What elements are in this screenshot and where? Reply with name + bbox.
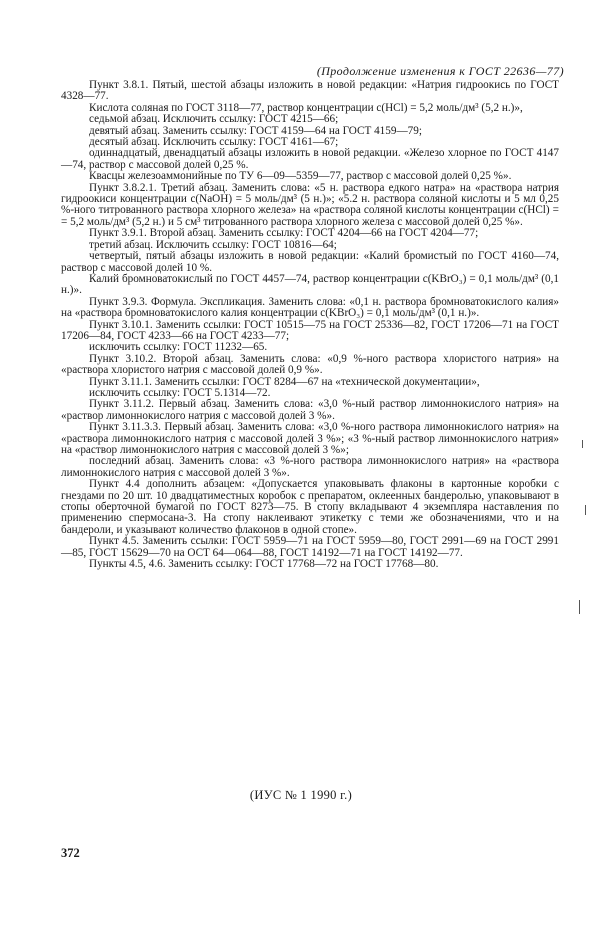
paragraph: Пункт 3.8.1. Пятый, шестой абзацы изложить в новой редакции: «Натрия гидроокись по ГОСТ 4328—77. — [61, 79, 559, 103]
paragraph: Квасцы железоаммонийные по ТУ 6—09—5359—77, раствор с массовой долей 0,25 %». — [89, 170, 512, 183]
paragraph: одиннадцатый, двенадцатый абзацы изложить в новой редакции. «Железо хлорное по ГОСТ 4147—74, раствор с массовой долей 0,25 %. — [61, 147, 559, 171]
paragraph: исключить ссылку: ГОСТ 11232—65. — [89, 341, 268, 354]
amendment-text-body — [61, 80, 559, 570]
scan-mark — [582, 440, 583, 448]
paragraph: последний абзац. Заменить слова: «3 %-ного раствора лимоннокислого натрия» на «раствора лимоннокислого натрия с массовой долей 3 %». — [61, 455, 559, 479]
paragraph: Пункт 3.11.2. Первый абзац. Заменить слова: «3,0 %-ный раствор лимоннокислого натрия» на «раствор лимоннокислого натрия с массовой долей 3 %». — [61, 398, 559, 422]
paragraph: седьмой абзац. Исключить ссылку: ГОСТ 4215—66; — [89, 113, 339, 126]
paragraph: Пункт 3.10.1. Заменить ссылки: ГОСТ 10515—75 на ГОСТ 25336—82, ГОСТ 17206—71 на ГОСТ 17206—84, ГОСТ 4233—66 на ГОСТ 4233—77; — [61, 318, 559, 342]
paragraph: исключить ссылку: ГОСТ 5.1314—72. — [89, 386, 271, 399]
paragraph: Пункт 3.11.1. Заменить ссылки: ГОСТ 8284—67 на «технической документации», — [89, 375, 480, 388]
paragraph: Пункт 3.8.2.1. Третий абзац. Заменить слова: «5 н. раствора едкого натра» на «раствора натрия гидроокиси концентрации с(NaOH) = 5 моль/дм³ (5 н.)»; «5.2 н. раствора соляной кислоты и 5 мл 0,25 %-ного титрованного раствора хлорного железа» на «раствора соляной кислоты концентрации с(HCl) = = 5,2 моль/дм³ (5,2 н.) и 5 см³ титрованного раствора хлорного железа с массовой долей 0,25 %». — [61, 181, 559, 228]
paragraph: четвертый, пятый абзацы изложить в новой редакции: «Калий бромистый по ГОСТ 4160—74, раствор с массовой долей 10 %. — [61, 250, 559, 274]
page-number: 372 — [61, 846, 80, 860]
paragraph: девятый абзац. Заменить ссылку: ГОСТ 4159—64 на ГОСТ 4159—79; — [89, 124, 422, 137]
paragraph: Пункт 4.4 дополнить абзацем: «Допускается упаковывать флаконы в картонные коробки с гнездами по 20 шт. 10 двадцатиместных коробок с препаратом, оклеенных бандеролью, упаковывают в стопы оберточной бумагой по ГОСТ 8273—75. В стопу вкладывают 4 экземпляра наставления по применению спермосана-3. На стопу наклеивают этикетку с теми же обозначениями, что и на бандероли, и указывают количество флаконов в одной стопе». — [61, 478, 559, 536]
paragraph: Пункт 3.9.1. Второй абзац. Заменить ссылку: ГОСТ 4204—66 на ГОСТ 4204—77; — [89, 227, 479, 240]
paragraph: Пункт 3.11.3.3. Первый абзац. Заменить слова: «3,0 %-ного раствора лимоннокислого натрия» на «раствора лимоннокислого натрия с массовой долей 3 %»; «3 %-ный раствор лимоннокислого натрия» на «раствор лимоннокислого натрия с массовой долей 3 %»; — [61, 421, 559, 456]
paragraph: Калий бромноватокислый по ГОСТ 4457—74, раствор концентрации с(KBrO₃) = 0,1 моль/дм³ (0,1 н.)». — [61, 272, 559, 297]
paragraph: десятый абзац. Исключить ссылку: ГОСТ 4161—67; — [89, 136, 339, 149]
publication-reference: (ИУС № 1 1990 г.) — [249, 788, 353, 802]
continuation-header: (Продолжение изменения к ГОСТ 22636—77) — [316, 64, 564, 78]
paragraph: третий абзац. Исключить ссылку: ГОСТ 10816—64; — [89, 238, 337, 251]
paragraph: Пункт 4.5. Заменить ссылки: ГОСТ 5959—71 на ГОСТ 5959—80, ГОСТ 2991—69 на ГОСТ 2991—85, ГОСТ 15629—70 на ОСТ 64—064—88, ГОСТ 14192—71 на ГОСТ 14192—77. — [61, 535, 559, 559]
paragraph: Пункт 3.10.2. Второй абзац. Заменить слова: «0,9 %-ного раствора хлористого натрия» на «раствора хлористого натрия с массовой долей 0,9 %». — [61, 352, 559, 377]
paragraph: Пункт 3.9.3. Формула. Экспликация. Заменить слова: «0,1 н. раствора бромноватокислого калия» на «раствора бромноватокислого калия концентрации с(KBrO₃) = 0,1 моль/дм³ (0,1 н.)». — [61, 295, 559, 320]
paragraph: Кислота соляная по ГОСТ 3118—77, раствор концентрации с(HCl) = 5,2 моль/дм³ (5,2 н.)», — [89, 101, 523, 114]
paragraph: Пункты 4.5, 4.6. Заменить ссылку: ГОСТ 17768—72 на ГОСТ 17768—80. — [89, 558, 439, 571]
scan-mark — [585, 505, 586, 515]
scan-mark — [579, 600, 580, 614]
